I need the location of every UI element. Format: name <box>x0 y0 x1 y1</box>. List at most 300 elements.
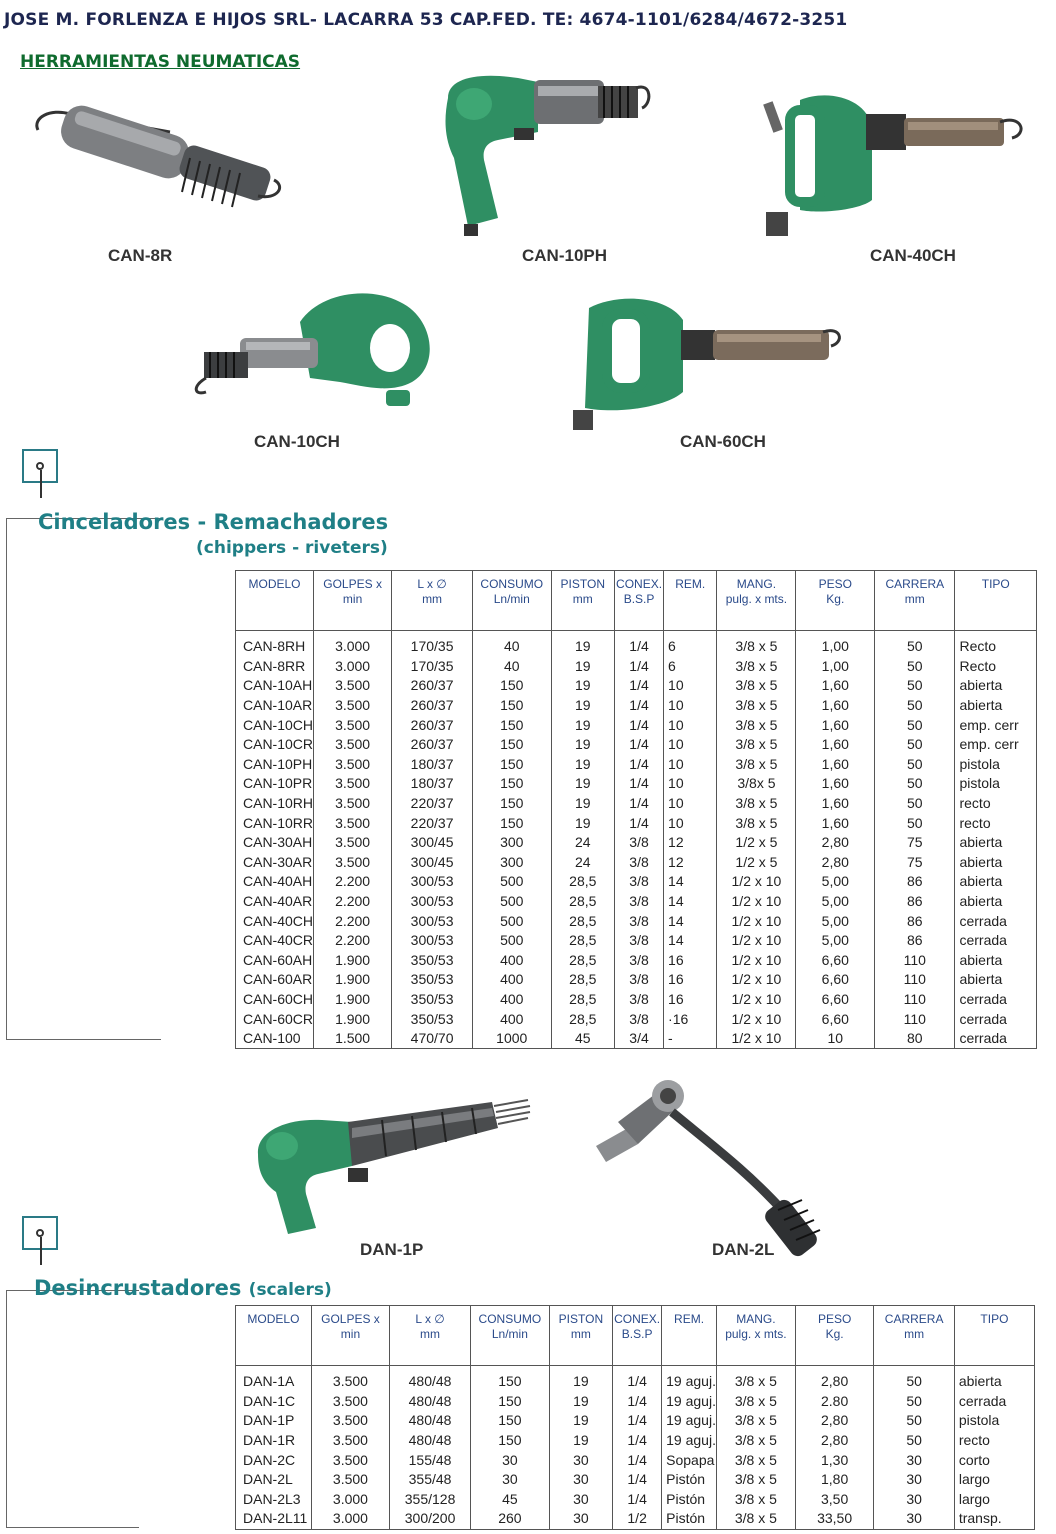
table-cell: 3/8 x 5 <box>716 1411 795 1431</box>
table-cell: abierta <box>955 892 1037 912</box>
table-cell: 1/2 x 10 <box>717 1009 796 1029</box>
table-cell: 150 <box>472 735 551 755</box>
table-cell: pistola <box>955 755 1037 775</box>
table-cell: 50 <box>875 794 955 814</box>
table-cell: 50 <box>874 1411 954 1431</box>
table-cell: 19 <box>551 676 614 696</box>
column-header-label: MODELO <box>248 577 301 591</box>
table-cell: CAN-40AH <box>236 872 314 892</box>
table-cell: 150 <box>471 1411 550 1431</box>
table-cell: Recto <box>955 631 1037 657</box>
column-header-unit: pulg. x mts. <box>725 1327 787 1341</box>
table-cell: Pistón <box>662 1509 717 1529</box>
table-cell: 150 <box>472 715 551 735</box>
table-cell: 1/4 <box>613 1366 662 1392</box>
table-cell: CAN-30AH <box>236 833 314 853</box>
table-cell: 19 aguj. <box>662 1431 717 1451</box>
table-cell: 2.200 <box>314 931 392 951</box>
table-cell: 3/8 <box>615 951 664 971</box>
table-cell: 19 aguj. <box>662 1411 717 1431</box>
table-cell: abierta <box>955 853 1037 873</box>
table-cell: 1,60 <box>796 813 875 833</box>
column-header-unit: mm <box>904 592 925 606</box>
table-cell: 400 <box>472 1009 551 1029</box>
column-header <box>664 571 717 631</box>
table-cell: DAN-1P <box>236 1411 312 1431</box>
table-cell: cerrada <box>954 1392 1034 1412</box>
scalers-title-text: Desincrustadores <box>34 1276 242 1300</box>
table-cell: Recto <box>955 657 1037 677</box>
table-cell: abierta <box>955 951 1037 971</box>
table-cell: cerrada <box>955 1009 1037 1029</box>
table-cell: 350/53 <box>392 1009 473 1029</box>
table-cell: 3.500 <box>314 735 392 755</box>
section-bracket <box>6 1290 139 1528</box>
table-row <box>236 1009 1037 1029</box>
table-row <box>236 631 1037 657</box>
chippers-subtitle: (chippers - riveters) <box>196 538 388 558</box>
table-cell: 14 <box>664 911 717 931</box>
table-cell: 3.000 <box>311 1509 389 1529</box>
table-cell: 6,60 <box>796 990 875 1010</box>
table-cell: 1/4 <box>613 1411 662 1431</box>
table-cell: 350/53 <box>392 951 473 971</box>
table-cell: 3/8 x 5 <box>717 631 796 657</box>
table-cell: 1/4 <box>615 774 664 794</box>
table-cell: 3/8 x 5 <box>717 715 796 735</box>
table-cell: 1/4 <box>615 715 664 735</box>
table-cell: 28,5 <box>551 931 614 951</box>
table-cell: 1,60 <box>796 774 875 794</box>
column-header <box>717 571 796 631</box>
column-header-label: CARRERA <box>884 1312 944 1326</box>
table-cell: 12 <box>664 853 717 873</box>
table-cell: DAN-1R <box>236 1431 312 1451</box>
column-header-label: PESO <box>818 577 852 591</box>
table-cell: 10 <box>664 774 717 794</box>
table-cell: 3/8 x 5 <box>716 1509 795 1529</box>
table-cell: 50 <box>875 735 955 755</box>
table-cell: 1/4 <box>615 794 664 814</box>
table-cell: largo <box>954 1470 1034 1490</box>
table-cell: 1/2 x 10 <box>717 931 796 951</box>
table-cell: 1/4 <box>615 696 664 716</box>
table-cell: pistola <box>955 774 1037 794</box>
column-header <box>954 1306 1034 1366</box>
table-cell: 28,5 <box>551 892 614 912</box>
table-cell: 355/48 <box>390 1470 471 1490</box>
column-header-unit: Kg. <box>826 592 845 606</box>
table-row <box>236 813 1037 833</box>
table-cell: DAN-1A <box>236 1366 312 1392</box>
table-cell: 3/8 <box>615 853 664 873</box>
table-cell: abierta <box>955 696 1037 716</box>
column-header-label: MANG. <box>736 577 777 591</box>
table-cell: abierta <box>955 970 1037 990</box>
table-cell: 2.200 <box>314 892 392 912</box>
table-cell: 86 <box>875 892 955 912</box>
table-row <box>236 676 1037 696</box>
company-header: JOSE M. FORLENZA E HIJOS SRL- LACARRA 53 CAP.FED. TE: 4674-1101/6284/4672-3251 <box>4 10 848 30</box>
column-header-unit: Ln/min <box>493 592 530 606</box>
column-header <box>613 1306 662 1366</box>
table-cell: CAN-8RH <box>236 631 314 657</box>
table-cell: 28,5 <box>551 1009 614 1029</box>
can-8r-label: CAN-8R <box>108 246 173 265</box>
can-10ch-label: CAN-10CH <box>254 432 340 451</box>
column-header-label: CONEX. <box>614 1312 661 1326</box>
table-cell: 28,5 <box>551 990 614 1010</box>
table-cell: CAN-10PR <box>236 774 314 794</box>
table-cell: 28,5 <box>551 911 614 931</box>
table-row <box>236 735 1037 755</box>
table-cell: 80 <box>875 1029 955 1049</box>
table-cell: 3/8 <box>615 892 664 912</box>
table-row <box>236 696 1037 716</box>
table-cell: CAN-60AH <box>236 951 314 971</box>
table-cell: 1,00 <box>796 631 875 657</box>
table-cell: 6,60 <box>796 1009 875 1029</box>
table-cell: CAN-40AR <box>236 892 314 912</box>
table-cell: 3.500 <box>311 1392 389 1412</box>
table-cell: 2.200 <box>314 911 392 931</box>
table-cell: CAN-60AR <box>236 970 314 990</box>
table-cell: 16 <box>664 970 717 990</box>
table-cell: 1/4 <box>613 1490 662 1510</box>
table-cell: recto <box>954 1431 1034 1451</box>
table-cell: 300/200 <box>390 1509 471 1529</box>
table-cell: 50 <box>874 1431 954 1451</box>
table-cell: 3/8 x 5 <box>717 813 796 833</box>
table-cell: transp. <box>954 1509 1034 1529</box>
table-cell: 1/2 <box>613 1509 662 1529</box>
table-cell: 33,50 <box>795 1509 874 1529</box>
table-cell: cerrada <box>955 931 1037 951</box>
table-cell: 3/8 x 5 <box>716 1366 795 1392</box>
table-cell: 86 <box>875 911 955 931</box>
section-pin-icon <box>22 1216 58 1250</box>
table-cell: 19 <box>549 1431 612 1451</box>
table-cell: 1,80 <box>795 1470 874 1490</box>
table-cell: 75 <box>875 853 955 873</box>
table-cell: 300/53 <box>392 931 473 951</box>
table-cell: 14 <box>664 892 717 912</box>
column-header <box>615 571 664 631</box>
table-cell: 50 <box>875 657 955 677</box>
table-cell: 3.500 <box>314 794 392 814</box>
table-cell: abierta <box>955 676 1037 696</box>
table-cell: 1,60 <box>796 735 875 755</box>
column-header <box>236 1306 312 1366</box>
table-cell: 500 <box>472 872 551 892</box>
dan-2l-image <box>588 1072 852 1262</box>
table-cell: 40 <box>472 657 551 677</box>
table-cell: 75 <box>875 833 955 853</box>
column-header-unit: mm <box>422 592 443 606</box>
table-cell: 1.900 <box>314 951 392 971</box>
table-cell: - <box>664 1029 717 1049</box>
table-cell: 260/37 <box>392 715 473 735</box>
table-cell: 3/8 <box>615 970 664 990</box>
table-cell: 19 <box>549 1366 612 1392</box>
table-cell: 1,60 <box>796 715 875 735</box>
can-40ch-image <box>760 90 1030 240</box>
table-cell: 1/2 x 5 <box>717 853 796 873</box>
table-cell: 1/2 x 10 <box>717 970 796 990</box>
table-cell: 150 <box>471 1431 550 1451</box>
table-cell: 3.500 <box>311 1450 389 1470</box>
table-cell: 3/8 <box>615 990 664 1010</box>
table-cell: 3/8 x 5 <box>716 1450 795 1470</box>
table-row <box>236 794 1037 814</box>
table-cell: 19 <box>551 794 614 814</box>
table-cell: 3/8 <box>615 931 664 951</box>
table-row <box>236 833 1037 853</box>
table-cell: 10 <box>796 1029 875 1049</box>
table-cell: 150 <box>472 774 551 794</box>
table-cell: 3/8 x 5 <box>717 755 796 775</box>
table-cell: 50 <box>875 813 955 833</box>
dan-1p-label: DAN-1P <box>360 1240 424 1259</box>
table-cell: 300 <box>472 853 551 873</box>
dan-2l-label: DAN-2L <box>712 1240 775 1259</box>
table-cell: abierta <box>955 872 1037 892</box>
table-cell: 6,60 <box>796 951 875 971</box>
table-cell: 1,60 <box>796 755 875 775</box>
table-row <box>236 931 1037 951</box>
table-cell: ·16 <box>664 1009 717 1029</box>
table-cell: 3/8 <box>615 1009 664 1029</box>
table-cell: 180/37 <box>392 774 473 794</box>
column-header <box>955 571 1037 631</box>
table-cell: 6,60 <box>796 970 875 990</box>
table-cell: 2,80 <box>795 1366 874 1392</box>
table-row <box>236 853 1037 873</box>
table-cell: 500 <box>472 911 551 931</box>
catalog-subtitle: HERRAMIENTAS NEUMATICAS <box>20 52 301 72</box>
table-cell: 3/8 <box>615 833 664 853</box>
can-60ch-image <box>565 292 845 434</box>
table-cell: Sopapa <box>662 1450 717 1470</box>
table-cell: 5,00 <box>796 911 875 931</box>
table-row <box>236 1392 1035 1412</box>
column-header-unit: B.S.P <box>623 592 655 606</box>
table-cell: emp. cerr <box>955 715 1037 735</box>
table-cell: abierta <box>955 833 1037 853</box>
table-cell: 480/48 <box>390 1411 471 1431</box>
table-cell: 24 <box>551 833 614 853</box>
scalers-subtitle: (scalers) <box>248 1280 332 1300</box>
table-cell: 19 <box>551 813 614 833</box>
table-row <box>236 755 1037 775</box>
table-cell: 45 <box>471 1490 550 1510</box>
table-cell: 1/2 x 10 <box>717 990 796 1010</box>
table-cell: 155/48 <box>390 1450 471 1470</box>
table-cell: 2,80 <box>796 853 875 873</box>
table-cell: 1,00 <box>796 657 875 677</box>
table-cell: 3/8x 5 <box>717 774 796 794</box>
table-cell: 5,00 <box>796 892 875 912</box>
table-cell: 28,5 <box>551 951 614 971</box>
table-cell: pistola <box>954 1411 1034 1431</box>
column-header-unit: mm <box>904 1327 925 1341</box>
table-cell: 1/4 <box>615 631 664 657</box>
table-cell: 30 <box>874 1490 954 1510</box>
table-cell: 110 <box>875 970 955 990</box>
column-header <box>314 571 392 631</box>
column-header <box>236 571 314 631</box>
table-cell: corto <box>954 1450 1034 1470</box>
table-cell: 180/37 <box>392 755 473 775</box>
table-cell: 1/2 x 5 <box>717 833 796 853</box>
table-cell: 110 <box>875 990 955 1010</box>
table-cell: 3.500 <box>314 813 392 833</box>
table-cell: 3.500 <box>314 715 392 735</box>
table-cell: 86 <box>875 931 955 951</box>
column-header-label: CONSUMO <box>478 1312 542 1326</box>
scalers-table <box>235 1305 1035 1530</box>
table-cell: DAN-1C <box>236 1392 312 1412</box>
table-cell: 5,00 <box>796 931 875 951</box>
column-header <box>795 1306 874 1366</box>
table-cell: 19 <box>551 631 614 657</box>
table-cell: 400 <box>472 990 551 1010</box>
table-cell: CAN-10RR <box>236 813 314 833</box>
table-cell: CAN-10CH <box>236 715 314 735</box>
table-cell: 50 <box>875 774 955 794</box>
table-cell: 6 <box>664 657 717 677</box>
table-cell: 150 <box>471 1392 550 1412</box>
table-cell: 30 <box>874 1470 954 1490</box>
table-cell: 16 <box>664 990 717 1010</box>
table-row <box>236 715 1037 735</box>
column-header <box>549 1306 612 1366</box>
table-cell: 30 <box>874 1509 954 1529</box>
table-cell: 3/8 x 5 <box>717 794 796 814</box>
table-cell: 3/8 x 5 <box>717 676 796 696</box>
table-cell: 1000 <box>472 1029 551 1049</box>
table-cell: 3.500 <box>314 853 392 873</box>
table-cell: 1,60 <box>796 676 875 696</box>
table-cell: 3.500 <box>311 1411 389 1431</box>
can-8r-image <box>30 100 290 220</box>
table-cell: recto <box>955 813 1037 833</box>
table-cell: Pistón <box>662 1490 717 1510</box>
table-cell: 150 <box>471 1366 550 1392</box>
table-cell: 10 <box>664 794 717 814</box>
table-cell: 28,5 <box>551 872 614 892</box>
table-cell: 3/8 <box>615 911 664 931</box>
column-header <box>716 1306 795 1366</box>
table-cell: 50 <box>874 1366 954 1392</box>
can-10ph-image <box>438 68 658 240</box>
column-header-label: MODELO <box>247 1312 300 1326</box>
table-cell: 400 <box>472 951 551 971</box>
column-header <box>796 571 875 631</box>
table-cell: 30 <box>471 1470 550 1490</box>
table-row <box>236 1411 1035 1431</box>
table-cell: 1/2 x 10 <box>717 951 796 971</box>
table-cell: 1/2 x 10 <box>717 892 796 912</box>
table-cell: CAN-10PH <box>236 755 314 775</box>
table-cell: 30 <box>471 1450 550 1470</box>
column-header-unit: B.S.P <box>621 1327 653 1341</box>
table-cell: 500 <box>472 931 551 951</box>
table-cell: 14 <box>664 931 717 951</box>
table-cell: 5,00 <box>796 872 875 892</box>
table-cell: 3/8 <box>615 872 664 892</box>
table-cell: 10 <box>664 735 717 755</box>
column-header-unit: mm <box>570 1327 591 1341</box>
table-cell: 10 <box>664 813 717 833</box>
table-cell: 3.500 <box>311 1431 389 1451</box>
table-cell: abierta <box>954 1366 1034 1392</box>
table-cell: cerrada <box>955 990 1037 1010</box>
table-cell: 400 <box>472 970 551 990</box>
table-cell: 300/45 <box>392 833 473 853</box>
table-cell: 110 <box>875 951 955 971</box>
table-cell: largo <box>954 1490 1034 1510</box>
table-cell: 3,50 <box>795 1490 874 1510</box>
table-cell: 24 <box>551 853 614 873</box>
table-cell: CAN-100 <box>236 1029 314 1049</box>
table-cell: CAN-10CR <box>236 735 314 755</box>
table-cell: 6 <box>664 631 717 657</box>
column-header-label: CONSUMO <box>480 577 544 591</box>
table-cell: CAN-40CH <box>236 911 314 931</box>
table-cell: 19 <box>551 755 614 775</box>
column-header <box>392 571 473 631</box>
table-cell: 350/53 <box>392 990 473 1010</box>
table-cell: 3.500 <box>314 755 392 775</box>
table-cell: 3.500 <box>314 774 392 794</box>
table-cell: 300/53 <box>392 911 473 931</box>
dan-1p-image <box>252 1088 534 1238</box>
column-header <box>875 571 955 631</box>
can-10ph-label: CAN-10PH <box>522 246 608 265</box>
table-cell: 300/53 <box>392 872 473 892</box>
table-cell: 150 <box>472 794 551 814</box>
table-cell: 1/4 <box>613 1392 662 1412</box>
table-cell: 150 <box>472 813 551 833</box>
table-cell: 3/8 x 5 <box>716 1431 795 1451</box>
table-cell: DAN-2L11 <box>236 1509 312 1529</box>
table-cell: DAN-2C <box>236 1450 312 1470</box>
table-cell: 3.500 <box>311 1470 389 1490</box>
table-cell: 45 <box>551 1029 614 1049</box>
table-cell: 3/8 x 5 <box>717 735 796 755</box>
table-cell: CAN-30AR <box>236 853 314 873</box>
table-cell: 1/2 x 10 <box>717 1029 796 1049</box>
column-header-label: CARRERA <box>885 577 945 591</box>
table-row <box>236 1470 1035 1490</box>
table-cell: cerrada <box>955 911 1037 931</box>
table-cell: 30 <box>874 1450 954 1470</box>
table-cell: 50 <box>875 676 955 696</box>
column-header-label: MANG. <box>736 1312 776 1326</box>
table-cell: CAN-60CH <box>236 990 314 1010</box>
column-header <box>551 571 614 631</box>
table-cell: 3.500 <box>311 1366 389 1392</box>
can-10ch-image <box>190 282 450 412</box>
table-cell: 19 aguj. <box>662 1366 717 1392</box>
table-cell: 1.500 <box>314 1029 392 1049</box>
table-row <box>236 1431 1035 1451</box>
table-cell: 3/8 x 5 <box>716 1490 795 1510</box>
column-header <box>662 1306 717 1366</box>
table-cell: 500 <box>472 892 551 912</box>
table-cell: 1,30 <box>795 1450 874 1470</box>
